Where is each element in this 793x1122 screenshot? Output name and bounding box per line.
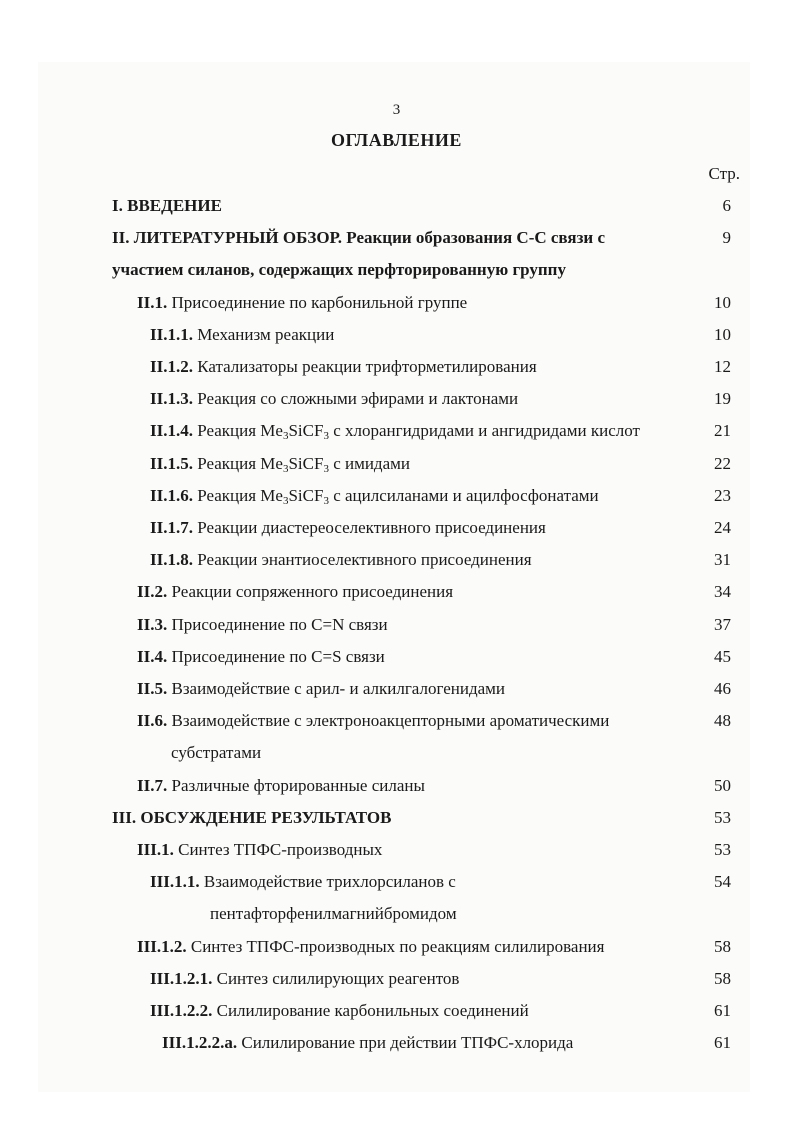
- toc-entry-number: III.1.1.: [150, 872, 200, 892]
- toc-entry-text: [112, 222, 605, 254]
- toc-entry-text: [137, 705, 609, 737]
- toc-entry-number: III.1.: [137, 840, 174, 859]
- toc-entry-text: [162, 1027, 573, 1059]
- toc-entry-page: 12: [714, 357, 731, 376]
- toc-entry-text: [137, 834, 382, 866]
- toc-entry-page: 53: [714, 840, 731, 859]
- toc-entry-number: II.5.: [137, 679, 168, 698]
- toc-entry: [0, 705, 793, 737]
- toc-entry-text: [112, 254, 566, 286]
- toc-entry-title: Реакция $Me_3SiCF_3$ с ацилсиланами и ацилфосфонатами: [197, 485, 599, 507]
- toc-entry: [0, 287, 793, 319]
- toc-entry-page: 10: [714, 292, 731, 312]
- toc-entry-number: II.1.1.: [150, 324, 193, 344]
- toc-entry-text: [150, 512, 546, 544]
- toc-entry-title: Взаимодействие трихлорсиланов с: [203, 872, 456, 892]
- toc-entry-page: 6: [722, 196, 731, 215]
- toc-entry: [0, 1027, 793, 1059]
- toc-entry-text: [137, 770, 425, 802]
- toc-entry: [0, 931, 793, 963]
- toc-entry-page: 45: [714, 646, 731, 666]
- toc-entry-text: [137, 641, 385, 673]
- toc-entry-text: [112, 802, 391, 834]
- toc-entry-page: 54: [714, 872, 731, 892]
- toc-entry-page: 19: [714, 389, 731, 409]
- toc-entry-text: [112, 190, 222, 222]
- toc-entry-text: [150, 448, 410, 480]
- toc-entry-title: пентафторфенилмагнийбромидом: [210, 904, 457, 924]
- toc-entry-title: Взаимодействие с арил- и алкилгалогенидами: [171, 679, 506, 698]
- toc-entry: [0, 995, 793, 1027]
- toc-entry-number: II.4.: [137, 646, 168, 666]
- toc-entry-title: Синтез ТПФС-производных: [178, 840, 383, 859]
- toc-entry: [0, 512, 793, 544]
- toc-entry: [0, 737, 793, 769]
- toc-entry-page: 61: [714, 1001, 731, 1020]
- toc-entry-text: [137, 931, 604, 963]
- toc-entry-title: участием силанов, содержащих перфторированную группу: [112, 260, 566, 280]
- toc-entry: [0, 319, 793, 351]
- toc-entry-text: [210, 898, 457, 930]
- toc-entry-text: [150, 866, 456, 898]
- toc-entry-text: [150, 544, 532, 576]
- toc-entry-title: Катализаторы реакции трифторметилирования: [197, 357, 537, 376]
- toc-entry-page: 61: [714, 1033, 731, 1053]
- toc-entry-page: 9: [722, 228, 731, 248]
- toc-entry-page: 10: [714, 324, 731, 344]
- toc-entry-number: III.: [112, 807, 137, 827]
- toc-entry: [0, 673, 793, 705]
- toc-entry: [0, 834, 793, 866]
- toc-entry-text: [150, 319, 334, 351]
- toc-entry-title: Реакция $Me_3SiCF_3$ с имидами: [197, 453, 410, 475]
- toc-entry-page: 21: [714, 421, 731, 441]
- toc-entry-number: II.3.: [137, 614, 168, 634]
- toc-entry-text: [137, 609, 388, 641]
- toc-entry-text: [150, 995, 529, 1027]
- toc-entry-title: Механизм реакции: [197, 324, 335, 344]
- toc-entry: [0, 254, 793, 286]
- toc-entry-number: II.1.4.: [150, 421, 193, 441]
- toc-entry-page: 58: [714, 968, 731, 988]
- toc-entry-number: II.2.: [137, 582, 168, 602]
- toc-entry-number: III.1.2.2.: [150, 1001, 213, 1020]
- toc-entry: [0, 802, 793, 834]
- toc-entry: [0, 480, 793, 512]
- toc-entry-number: II.1.3.: [150, 389, 193, 409]
- toc-entry: [0, 963, 793, 995]
- toc-entry: [0, 190, 793, 222]
- toc-entry: [0, 383, 793, 415]
- toc-entry-page: 22: [714, 453, 731, 473]
- toc-entry-page: 37: [714, 614, 731, 634]
- toc-entry-page: 58: [714, 936, 731, 956]
- toc-entry-title: Присоединение по C=S связи: [171, 646, 385, 666]
- page-column-label: Стр.: [708, 164, 740, 183]
- toc-entry-title: Силилирование при действии ТПФС-хлорида: [241, 1033, 574, 1053]
- toc-entry-title: Реакция со сложными эфирами и лактонами: [197, 389, 519, 409]
- toc-entry-number: III.1.2.2.а.: [162, 1033, 238, 1053]
- toc-entry-text: [137, 287, 467, 319]
- toc-entry-number: II.1.2.: [150, 357, 193, 376]
- toc-entry-page: 34: [714, 582, 731, 602]
- toc-entry-page: 31: [714, 550, 731, 570]
- toc-entry: [0, 415, 793, 447]
- toc-entry-page: 48: [714, 711, 731, 731]
- toc-entry-title: ВВЕДЕНИЕ: [127, 196, 222, 215]
- toc-entry-title: Взаимодействие с электроноакцепторными ароматическими: [171, 711, 610, 731]
- toc-entry-text: [150, 351, 537, 383]
- toc-entry: [0, 898, 793, 930]
- toc-entry-text: [150, 480, 599, 512]
- toc-entry-text: [150, 963, 459, 995]
- toc-entry-page: 50: [714, 775, 731, 795]
- toc-entry-number: III.1.2.1.: [150, 968, 213, 988]
- toc-entry-number: II.1.: [137, 292, 168, 312]
- toc-entry-text: [137, 576, 453, 608]
- toc-entry-title: субстратами: [171, 743, 262, 763]
- toc-entry-title: Синтез ТПФС-производных по реакциям силилирования: [190, 936, 605, 956]
- toc-entry-text: [150, 415, 640, 447]
- toc-entry-title: ЛИТЕРАТУРНЫЙ ОБЗОР. Реакции образования С-С связи с: [133, 228, 606, 248]
- toc-entry-page: 46: [714, 679, 731, 698]
- toc-entry-number: II.1.6.: [150, 485, 193, 505]
- toc-entry-title: Реакция $Me_3SiCF_3$ с хлорангидридами и ангидридами кислот: [197, 421, 640, 443]
- toc-entry-page: 53: [714, 807, 731, 827]
- page-title: ОГЛАВЛЕНИЕ: [331, 130, 462, 150]
- toc-entry-number: II.7.: [137, 775, 168, 795]
- toc-entry-page: 24: [714, 518, 731, 537]
- toc-entry-title: Присоединение по карбонильной группе: [171, 292, 468, 312]
- toc-entry-number: II.1.8.: [150, 550, 193, 570]
- toc-entry: [0, 222, 793, 254]
- toc-entry-title: Присоединение по C=N связи: [171, 614, 388, 634]
- toc-entry-page: 23: [714, 485, 731, 505]
- toc-entry-number: I.: [112, 196, 123, 215]
- toc-entry: [0, 609, 793, 641]
- toc-entry: [0, 866, 793, 898]
- toc-entry-title: ОБСУЖДЕНИЕ РЕЗУЛЬТАТОВ: [140, 807, 392, 827]
- toc-entry-text: [171, 737, 261, 769]
- toc-entry: [0, 641, 793, 673]
- toc-entry-title: Реакции диастереоселективного присоединения: [197, 518, 546, 537]
- toc-entry-title: Различные фторированные силаны: [171, 775, 425, 795]
- toc-entry-number: II.: [112, 228, 130, 248]
- toc-entry: [0, 448, 793, 480]
- toc-entry: [0, 351, 793, 383]
- toc-entry-text: [150, 383, 518, 415]
- toc-entry-number: II.6.: [137, 711, 168, 731]
- toc-entry: [0, 770, 793, 802]
- toc-entry: [0, 576, 793, 608]
- toc-entry-text: [137, 673, 505, 705]
- toc-entry-title: Реакции сопряженного присоединения: [171, 582, 454, 602]
- toc-entry: [0, 544, 793, 576]
- toc-entry-title: Синтез силилирующих реагентов: [216, 968, 460, 988]
- page-number: 3: [392, 102, 401, 118]
- toc-entry-number: II.1.7.: [150, 518, 193, 537]
- toc-entry-number: III.1.2.: [137, 936, 187, 956]
- toc-entry-number: II.1.5.: [150, 453, 193, 473]
- toc-entry-title: Силилирование карбонильных соединений: [216, 1001, 529, 1020]
- toc-entry-title: Реакции энантиоселективного присоединения: [197, 550, 532, 570]
